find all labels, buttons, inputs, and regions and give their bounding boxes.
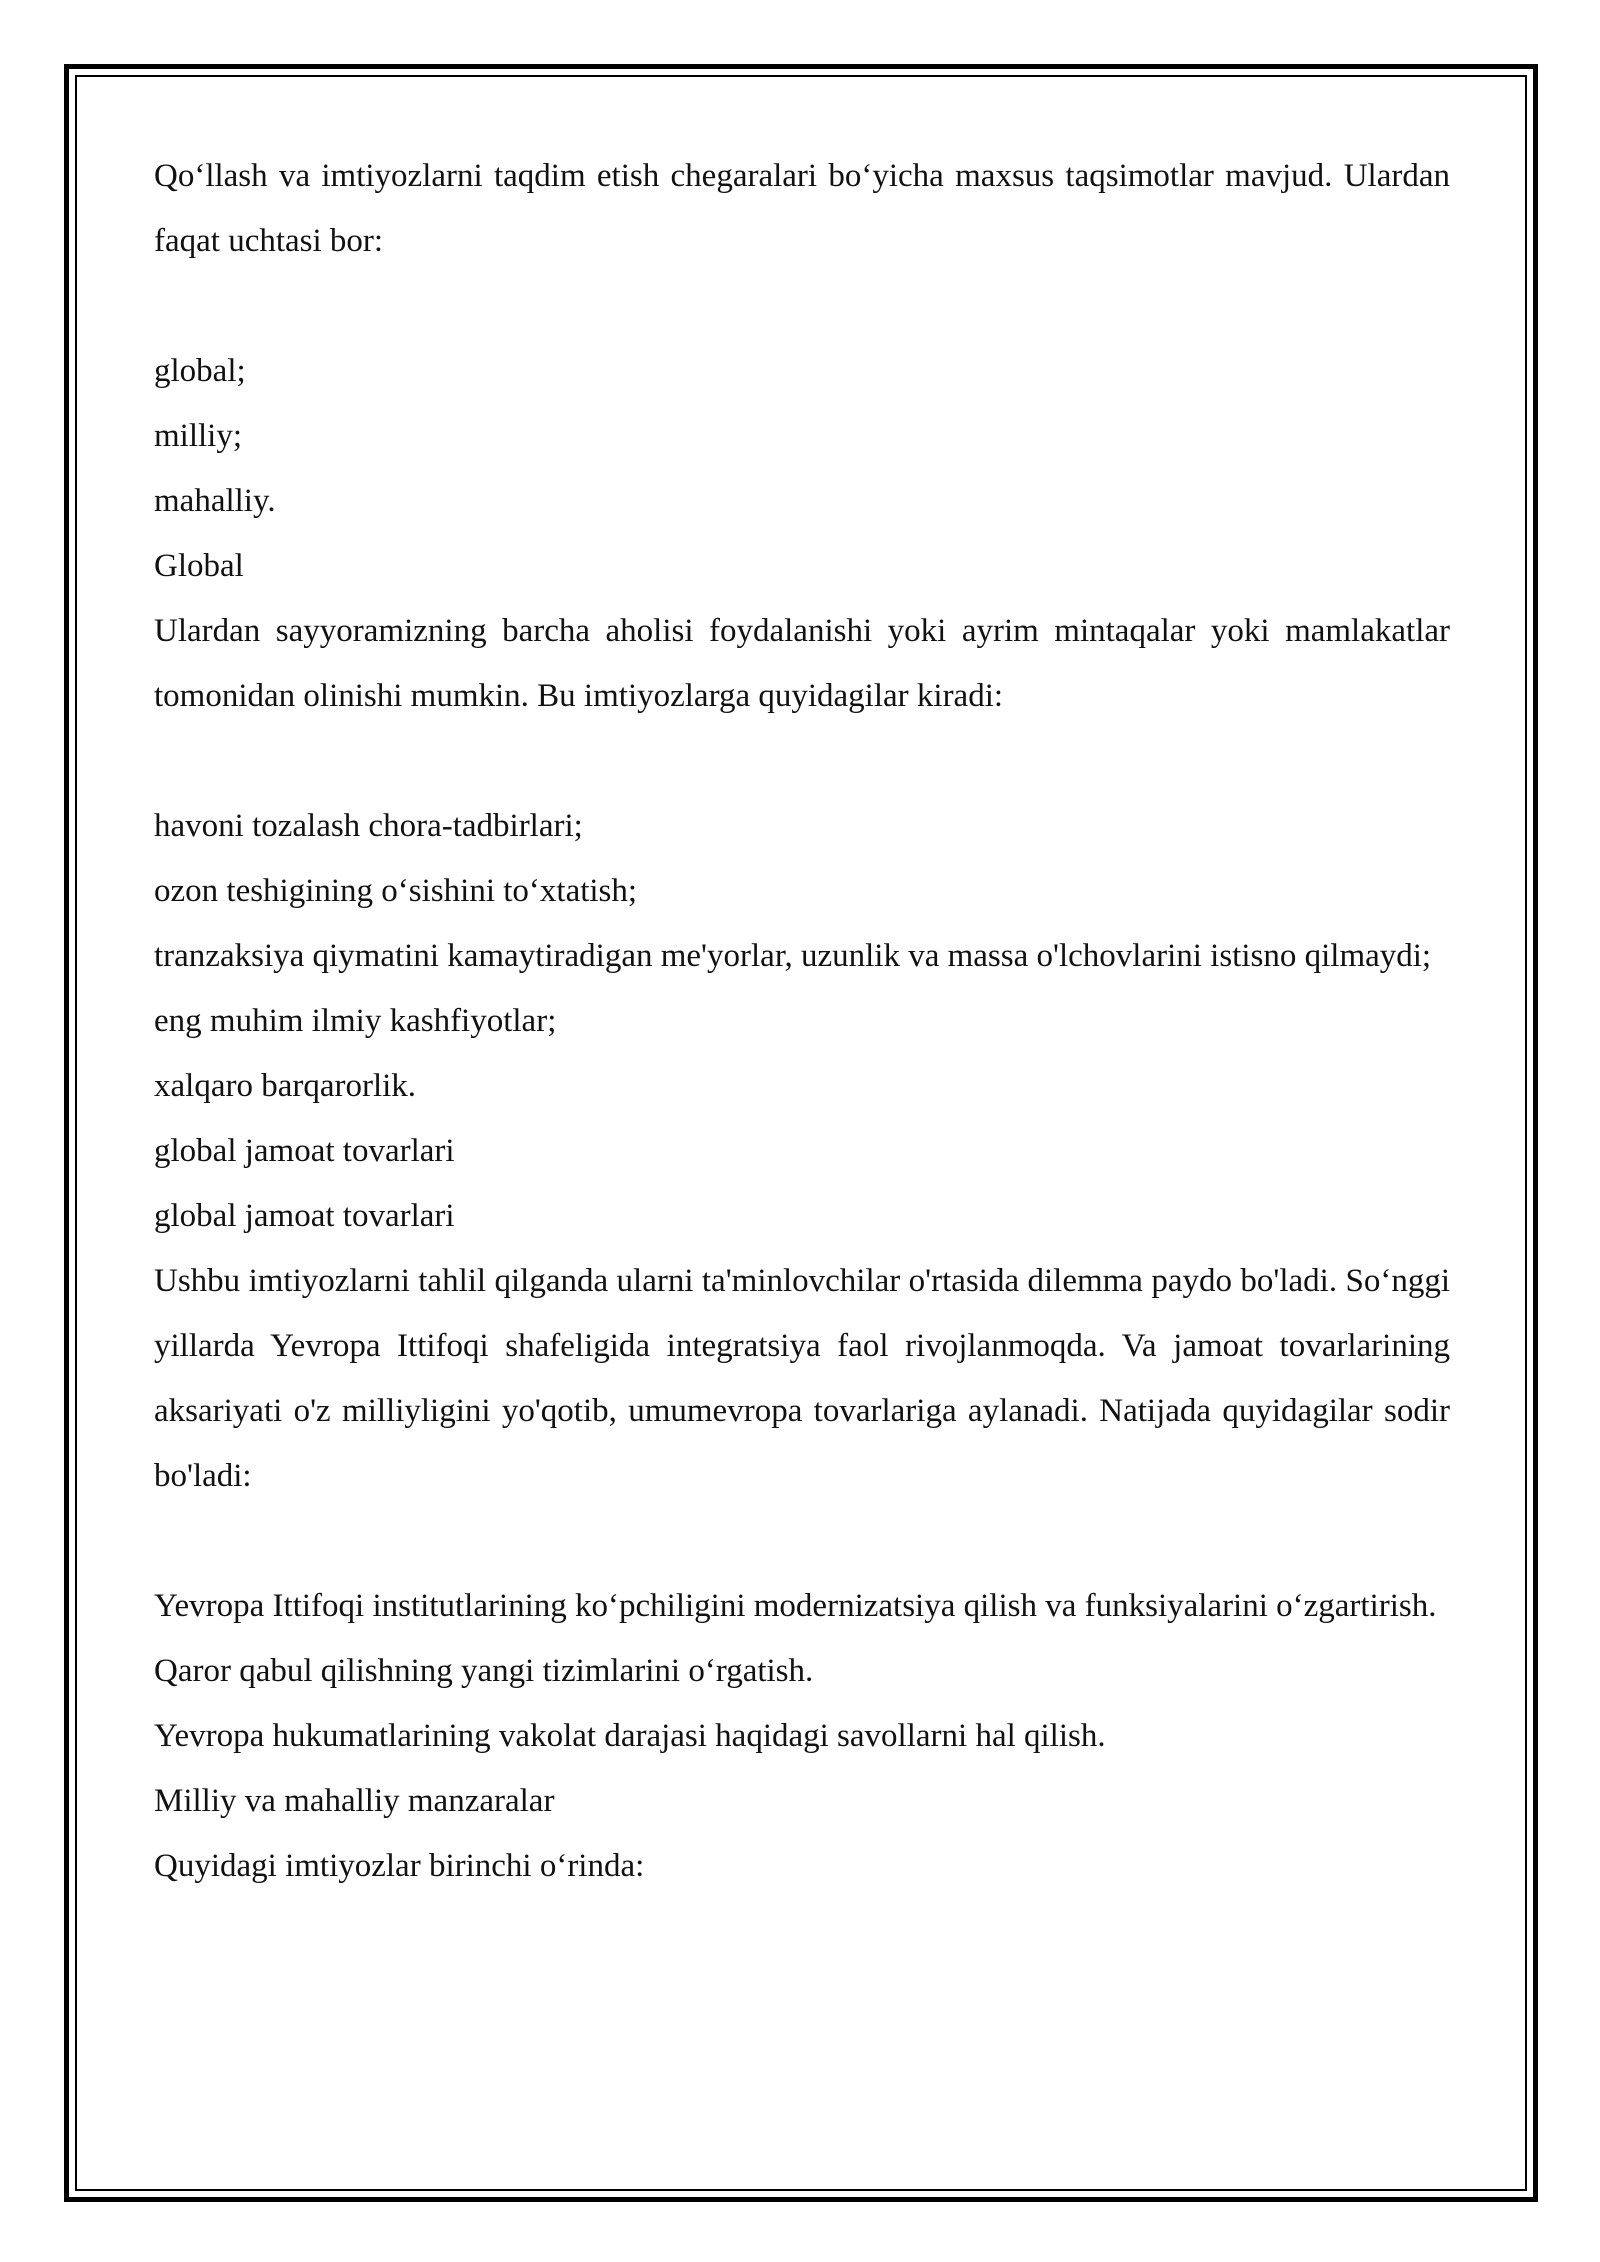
section-heading: Global bbox=[154, 548, 244, 584]
list-item: xalqaro barqarorlik. bbox=[154, 1068, 417, 1104]
list-item: milliy; bbox=[154, 418, 243, 454]
list-item: eng muhim ilmiy kashfiyotlar; bbox=[154, 1003, 557, 1039]
list-item: Qaror qabul qilishning yangi tizimlarini o‘rgatish. bbox=[154, 1653, 814, 1689]
section-heading: Milliy va mahalliy manzaralar bbox=[154, 1783, 555, 1819]
section-heading: global jamoat tovarlari bbox=[154, 1133, 455, 1169]
list-item: Yevropa hukumatlarining vakolat darajasi haqidagi savollarni hal qilish. bbox=[154, 1718, 1106, 1754]
blank-line bbox=[154, 729, 1450, 794]
paragraph: Quyidagi imtiyozlar birinchi o‘rinda: bbox=[154, 1848, 645, 1884]
paragraph: Qo‘llash va imtiyozlarni taqdim etish chegaralari bo‘yicha maxsus taqsimotlar mavjud. Ulardan faqat uchtasi bor: bbox=[154, 158, 1450, 259]
document-body bbox=[154, 144, 1450, 1899]
blank-line bbox=[154, 274, 1450, 339]
section-heading: global jamoat tovarlari bbox=[154, 1198, 455, 1234]
blank-line bbox=[154, 1509, 1450, 1574]
list-item: ozon teshigining o‘sishini to‘xtatish; bbox=[154, 873, 638, 909]
paragraph: Ushbu imtiyozlarni tahlil qilganda ularni ta'minlovchilar o'rtasida dilemma paydo bo'ladi. So‘nggi yillarda Yevropa Ittifoqi shafeligida integratsiya faol rivojlanmoqda. Va jamoat tovarlarining aksariyati o'z milliyligini yo'qotib, umumevropa tovarlariga aylanadi. Natijada quyidagilar sodir bo'ladi: bbox=[154, 1263, 1450, 1494]
list-item: mahalliy. bbox=[154, 483, 276, 519]
list-item: global; bbox=[154, 353, 246, 389]
list-item: havoni tozalash chora-tadbirlari; bbox=[154, 808, 583, 844]
list-item: tranzaksiya qiymatini kamaytiradigan me'yorlar, uzunlik va massa o'lchovlarini istisno qilmaydi; bbox=[154, 938, 1432, 974]
paragraph: Ulardan sayyoramizning barcha aholisi foydalanishi yoki ayrim mintaqalar yoki mamlakatlar tomonidan olinishi mumkin. Bu imtiyozlarga quyidagilar kiradi: bbox=[154, 613, 1450, 714]
list-item: Yevropa Ittifoqi institutlarining ko‘pchiligini modernizatsiya qilish va funksiyalarini o‘zgartirish. bbox=[154, 1588, 1437, 1624]
